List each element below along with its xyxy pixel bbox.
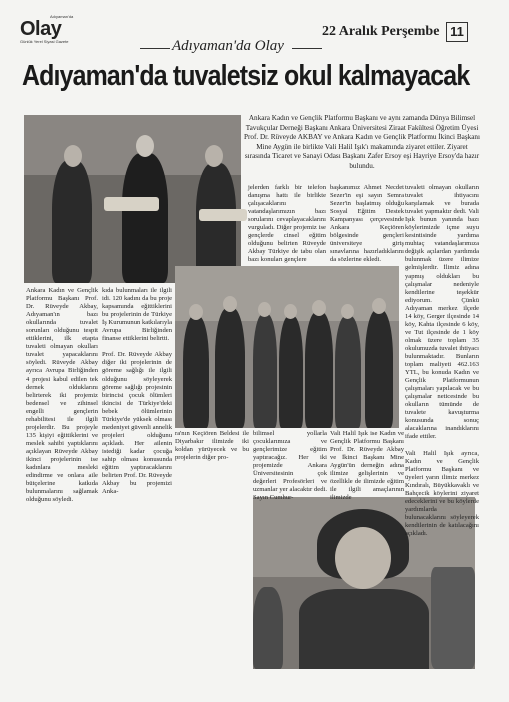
section-rule-right	[292, 48, 322, 49]
issue-date: 22 Aralık Perşembe	[322, 24, 440, 39]
photo-award-presentation	[24, 115, 241, 283]
newspaper-logo: Olay	[20, 18, 62, 40]
headline: Adıyaman'da tuvaletsiz okul kalmayacak	[22, 60, 470, 92]
article-column-7: bilimsel yollarla çocuklarımıza ve gençlerimize eğitim yaptıracağız. Her iki projemizde Ankara Üniversitesinin çok değerleri Profesörleri ve uzmanlar yer alacaktır dedi. Sayın Cumhur-	[253, 430, 327, 502]
article-intro: Ankara Kadın ve Gençlik Platformu Başkanı ve aynı zamanda Dünya Bilimsel Tavukçular Derneği Başkanı Ankara Üniversitesi Ziraat Fakültesi Öğretim Üyesi Prof. Dr. Rüveyde AKBAY ve Ankara Kadın ve Gençlik Platformu İkinci Başkanı Mine Aygün ile birlikte Vali Halil Işık'ı makamında ziyaret ettiler. Ziyaret sırasında Ticaret ve Sanayi Odası Başkanı Zafer Ersoy eşi Hayriye Ersoy'da hazır bulundu.	[244, 114, 481, 170]
article-column-8: Vali Halil Işık ise Kadın ve Gençlik Platformu Başkanı Prof. Dr. Rüveyde Akbay ve İkinci Başkanı Mine Aygün'ün derneğin adına ilimize gelişlerinin ve özellikle de ilimizde eğitim ile ilgili amaçlarının ilimizde	[330, 430, 404, 502]
section-rule-left	[140, 48, 170, 49]
article-column-3: jelerden farklı bir telefon danışma hattı ile birlikte çalışacaklarını vatandaşlarımızın bazı sorularını cevaplayacaklarını vurguladı. Diğer projemiz ise gençlerde cinsel eğitim olduğunu belirten Rüveyde Akbay Türkiye de tabu olan bazı konuları gençlere	[248, 184, 326, 264]
article-column-5: tuvaleti olmayan okulların tuvalet ihtiyacını karşılamak ve burada tuvalet yapmaktır dedi. Vali Işık bunun yanında bazı köylerimizde içme suyu kesintisinde yardıma muhtaç vatandaşlarımıza değişik açılardan yardımda bulunmak üzere ilimize gelmişlerdir. İlimiz adına yapmış oldukları bu çalışmalar nedeniyle kendilerine teşekkür ediyorum. Çünkü Adıyaman merkez ilçede 14 köy, Gerger ilçesinde 14 köy, Kahta ilçesinde 6 köy, ve Tut ilçesinde de 1 köy olmak üzere toplam 35 okulumuzda tuvalet ihtiyacı bulunmaktadır. Bunların toplam maliyeti 462.163 YTL, bu konuda Kadın ve Gençlik Platformunun çalışmaları yapılacak ve bu çalışmalar neticesinde bu okulların tümünde de tuvalete kavuşturma konusunda sonuç alacaklarına inandıklarını ifade ettiler. Vali Halil Işık ayrıca, Kadın ve Gençlik Platformu Başkanı ve üyeleri yarın ilimiz merkez Kındıralı, Büyükkavaklı ve Bahçecik köylerini ziyaret edeceklerini ve bu köylerde yardımlarda bulunacaklarını söyleyerek kendilerinin de katılacağını açıkladı.	[405, 184, 479, 538]
article-column-6: ra'nın Keçiören Beldesi ile Diyarbakır ilimizde iki koldan yürüyecek ve bu projelerin diğer pro-	[175, 430, 249, 462]
article-column-1: Ankara Kadın ve Gençlik Platformu Başkanı Prof. Dr. Rüveyde Akbay, Adıyaman'ın bazı okullarında tuvalet sorunları olduğunu tespit ettiklerini, ilk etapta tuvaleti olmayan okulları tuvalet yapacaklarını söyledi. Rüveyde Akbay ayrıca Avrupa Birliğinden 4 projesi kabul edilen tek dernek olduklarını belirterek iki projemiz bedensel ve zihinsel engelli gençlerin rehabilitesi ile ilgili projelerdir. Bu projeyle 135 kişiyi eğittiklerini ve meslek sahibi yaptıklarını açıklayan Rüveyde Akbay ikinci projelerinin ise kadınlara mesleki edindirme ve onlara aile bütçelerine katkıda bulunmalarını sağlamak olduğunu söyledi.	[26, 287, 98, 504]
page-number: 11	[446, 22, 468, 42]
article-column-2: kıda bulunmaları ile ilgili idi. 120 kadını da bu proje kapsamında eğittiklerini bu projelerinin de Türkiye İş Kurumunun katkılarıyla Avrupa Birliğinden finanse ettiklerini belirtti. Prof. Dr. Rüveyde Akbay diğer iki projelerinin de göreme sağlığı ile ilgili olduğunu söyleyerek göreme sağlığı projesinin birincisi çocuk ölümleri ikincisi de Türkiye'deki bebek ölümlerinin Türkiye'de yüksek olması medeniyet güvenli annelik projeleri olduğunu açıkladı. Her ailenin istediği kadar çocuğa sahip olması konusunda eğitim yaptıracaklarını belirten Prof. Dr. Rüveyde Akbay bu projemizi Anka-	[102, 287, 172, 496]
article-column-4: başkanımız Ahmet Necdet Sezer'in eşi sayın Semra Sezer'in başlatmış olduğu Sosyal Eğitim Destek Kampanyası çerçevesinde Ankara Keçiören bölgesinde gençleri üniversiteye giriş sınavlarına hazırladıklarını da sözlerine ekledi.	[330, 184, 404, 264]
section-title: Adıyaman'da Olay	[172, 38, 284, 54]
masthead-tagline-top: Adıyaman'da	[50, 14, 74, 19]
photo-group	[175, 266, 399, 428]
masthead	[20, 14, 84, 44]
masthead-tagline-bottom: Günlük Yerel Siyasi Gazete	[20, 39, 69, 44]
